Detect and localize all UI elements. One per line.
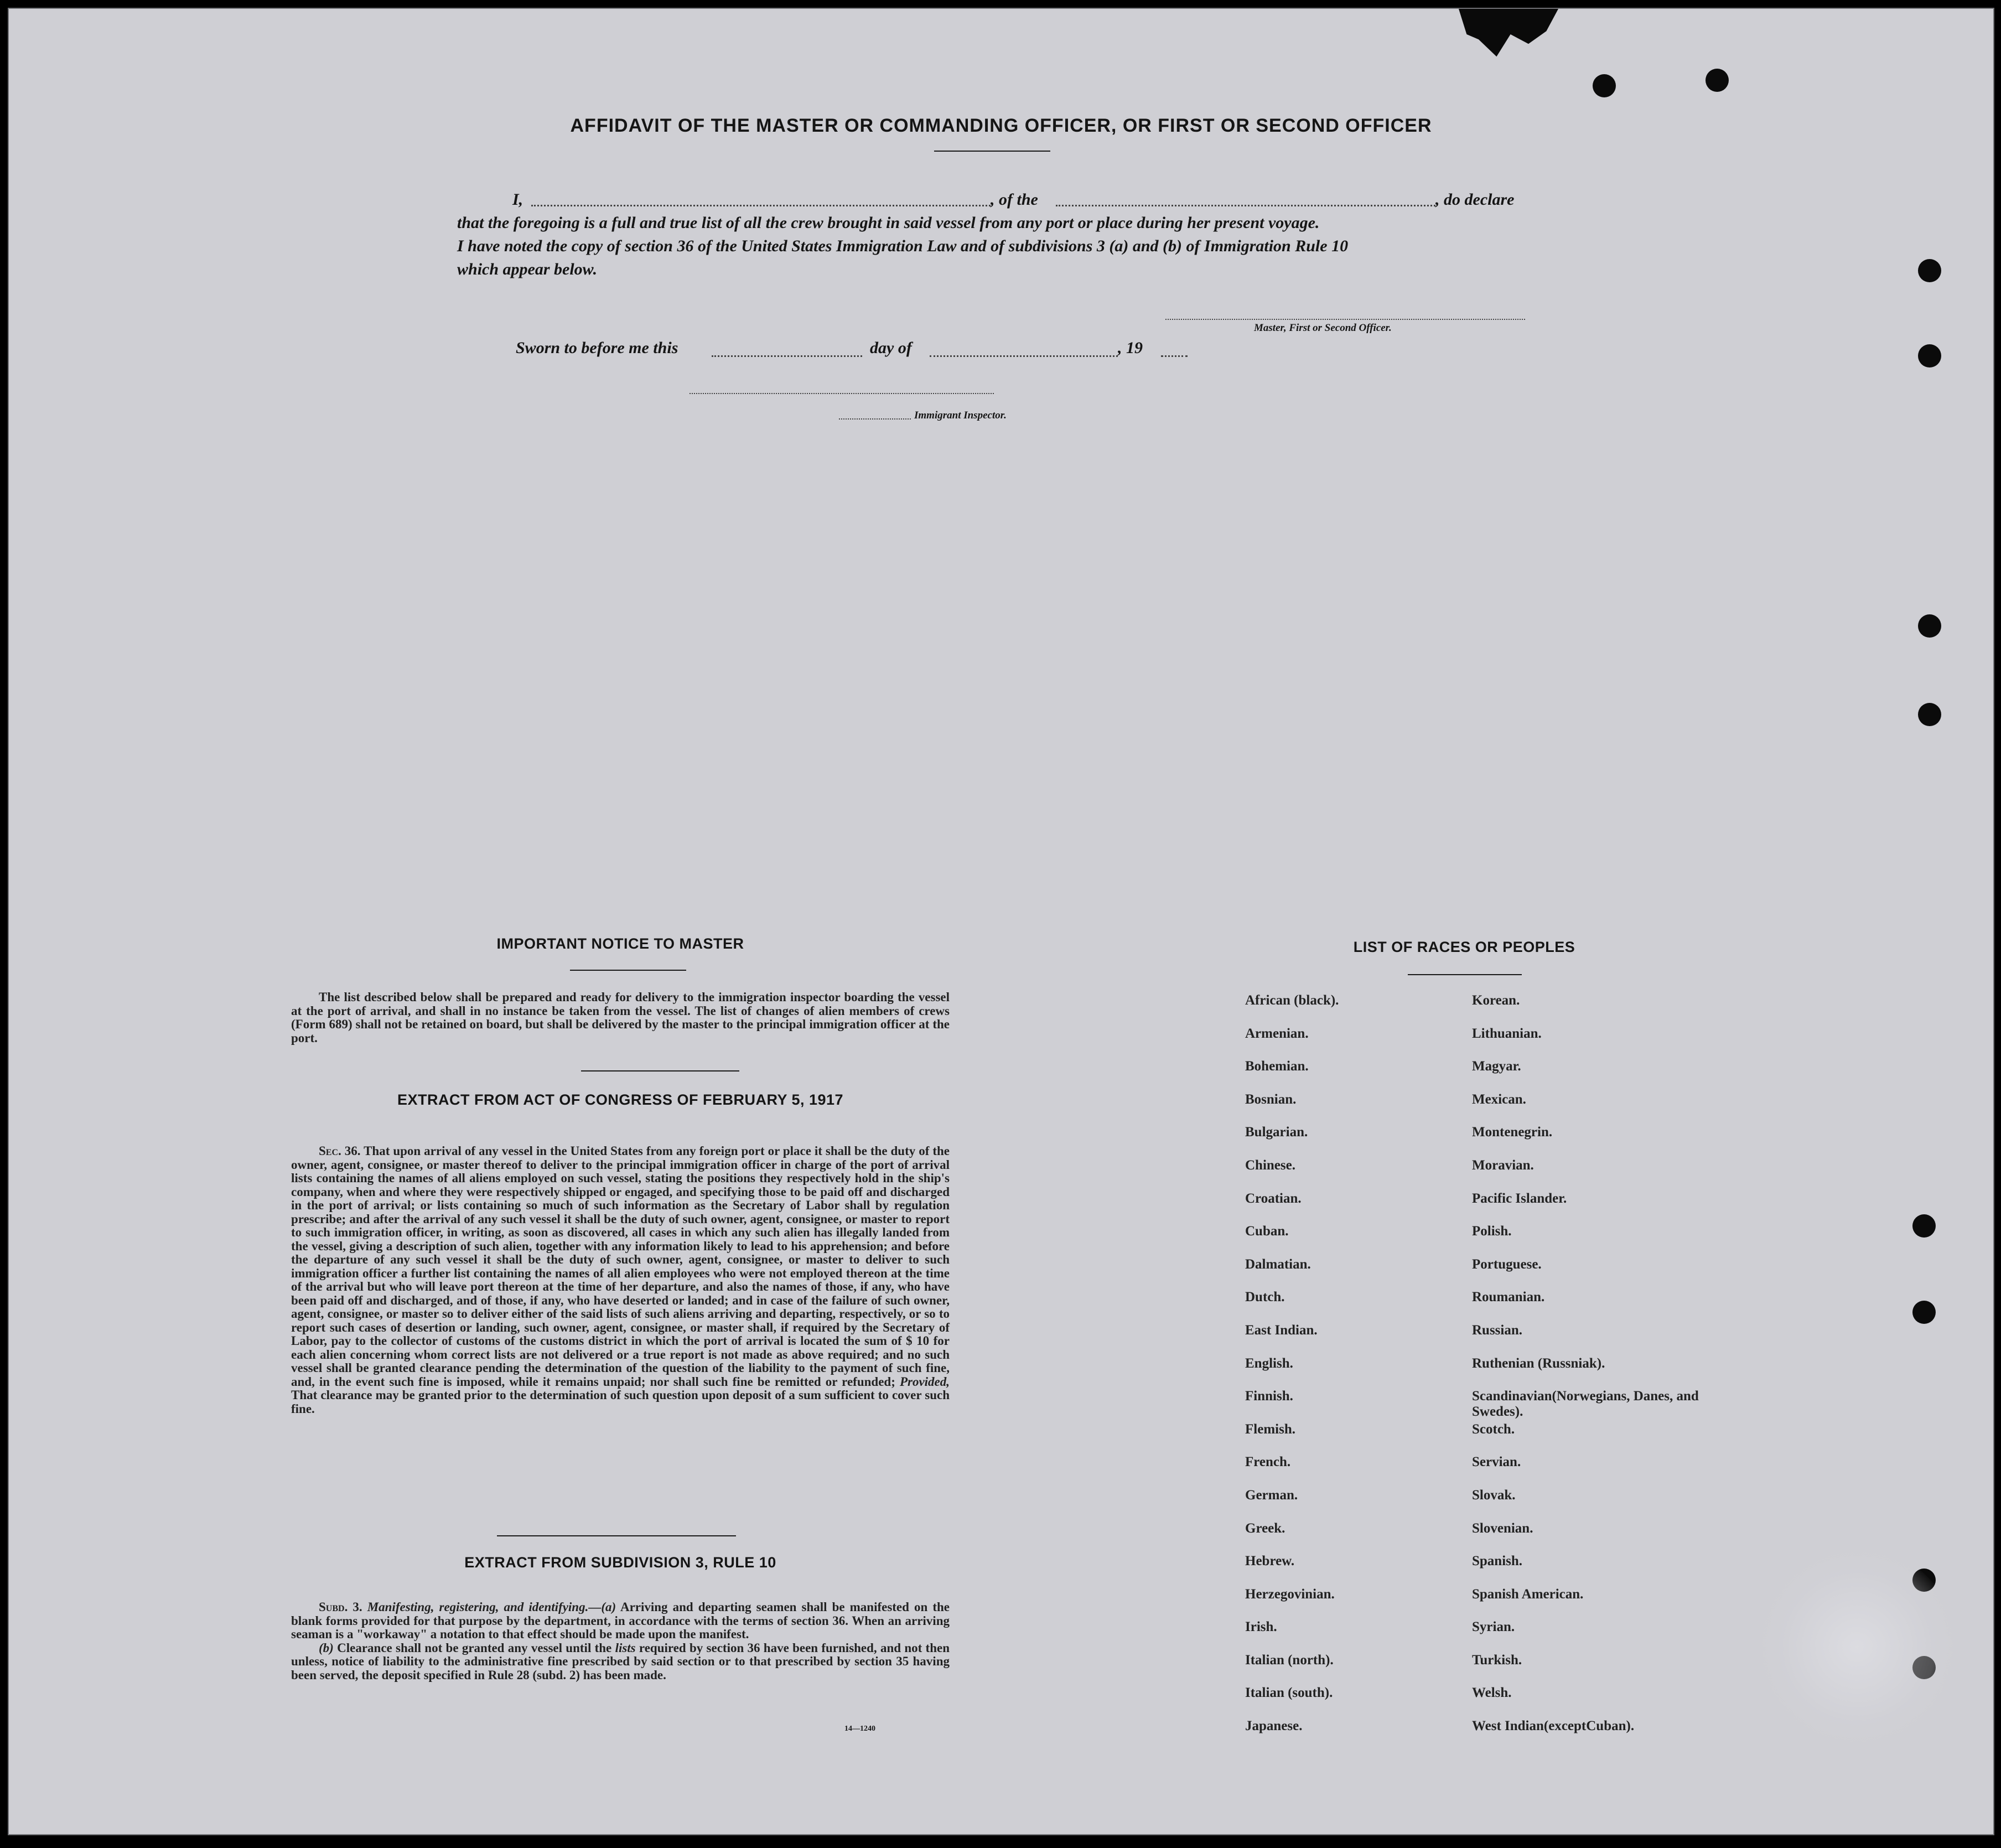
i-label: I, [512, 190, 523, 209]
notice-body [291, 991, 950, 1045]
subd-label: Subd. 3. [319, 1600, 362, 1614]
race-item: German. [1245, 1487, 1298, 1503]
rule-extract-title: EXTRACT FROM SUBDIVISION 3, RULE 10 [464, 1554, 776, 1571]
act-extract-text [291, 1145, 950, 1416]
notice-underline [570, 970, 686, 971]
race-item: French. [1245, 1454, 1291, 1470]
act-divider [497, 1535, 736, 1536]
race-item: Syrian. [1472, 1619, 1515, 1635]
race-item: Italian (south). [1245, 1685, 1333, 1701]
race-item: Irish. [1245, 1619, 1277, 1635]
punch-hole-icon [1912, 1214, 1936, 1238]
race-item: Armenian. [1245, 1026, 1309, 1041]
embossed-seal [1758, 1547, 1957, 1747]
punch-hole-icon [1918, 614, 1941, 638]
races-right-column [1472, 993, 1710, 1752]
sworn-day-line [712, 355, 862, 357]
of-the-label: , of the [991, 190, 1038, 209]
punch-hole-icon [1705, 69, 1729, 92]
race-item: Bulgarian. [1245, 1125, 1308, 1140]
race-item: Japanese. [1245, 1718, 1303, 1734]
race-item: Ruthenian (Russniak). [1472, 1355, 1605, 1371]
lists-word: lists [615, 1640, 636, 1655]
races-title: LIST OF RACES OR PEOPLES [1353, 939, 1575, 955]
title-underline [934, 151, 1050, 152]
races-left-column [1245, 993, 1478, 1752]
sworn-year-line [1161, 355, 1188, 357]
race-item: Roumanian. [1472, 1290, 1545, 1305]
race-item: Finnish. [1245, 1389, 1293, 1404]
race-item: Dalmatian. [1245, 1256, 1311, 1272]
race-item: Herzegovinian. [1245, 1586, 1335, 1602]
race-item: Greek. [1245, 1520, 1285, 1536]
race-item: Scandinavian(Norwegians, Danes, and Swedes). [1472, 1389, 1699, 1420]
races-underline [1408, 974, 1522, 975]
race-item: Dutch. [1245, 1290, 1285, 1305]
document-page [8, 8, 1994, 1835]
race-item: Pacific Islander. [1472, 1190, 1567, 1206]
year-label: , 19 [1118, 339, 1143, 357]
affidavit-title: AFFIDAVIT OF THE MASTER OR COMMANDING OFFICER, OR FIRST OR SECOND OFFICER [570, 115, 1432, 136]
rule-extract-text-b [291, 1642, 950, 1683]
race-item: Korean. [1472, 993, 1520, 1008]
declaration-line-4: which appear below. [457, 260, 598, 278]
notice-divider [581, 1070, 739, 1071]
race-item: Lithuanian. [1472, 1026, 1542, 1041]
race-item: Montenegrin. [1472, 1125, 1553, 1140]
act-extract-body [291, 1145, 950, 1416]
notice-text: The list described below shall be prepared and ready for delivery to the immigration inspector boarding the vessel at the port of arrival, and shall in no instance be taken from the vessel. The list of changes of alien members of crews (Form 689) shall not be retained on board, but shall be delivered by the master to the principal immigration officer at the port. [291, 990, 950, 1045]
punch-hole-icon [1593, 74, 1616, 97]
race-item: Welsh. [1472, 1685, 1512, 1701]
act-extract-title: EXTRACT FROM ACT OF CONGRESS OF FEBRUARY 5, 1917 [397, 1091, 844, 1108]
provided-label: Provided, [899, 1374, 950, 1389]
race-item: East Indian. [1245, 1322, 1318, 1338]
sworn-label: Sworn to before me this [516, 339, 678, 357]
race-item: Flemish. [1245, 1421, 1295, 1437]
sec-36-text-end: That clearance may be granted prior to the determination of such question upon deposit of a sum sufficient to cover such fine. [291, 1388, 950, 1416]
rule-b-label: (b) [319, 1640, 334, 1655]
vessel-field-line [1056, 205, 1435, 206]
race-item: Bohemian. [1245, 1059, 1309, 1074]
sec-label: Sec. 36. [319, 1144, 361, 1158]
rule-text-b1: Clearance shall not be granted any vessel until the [337, 1640, 612, 1655]
torn-corner [1459, 9, 1558, 73]
declaration-line-3: I have noted the copy of section 36 of the United States Immigration Law and of subdivisions 3 (a) and (b) of Immigration Rule 10 [457, 237, 1349, 255]
day-of-label: day of [870, 339, 912, 357]
punch-hole-icon [1918, 703, 1941, 726]
inspector-prefix-line [839, 418, 911, 420]
rule-extract-body [291, 1601, 950, 1682]
act-extract-section [291, 1091, 950, 1109]
race-item: Spanish American. [1472, 1586, 1584, 1602]
race-item: Spanish. [1472, 1554, 1523, 1569]
sec-36-text: That upon arrival of any vessel in the United States from any foreign port or place it shall be the duty of the owner, agent, consignee, or master thereof to deliver to the principal immigration officer in charge of the port of arrival lists containing the names of all aliens employed on such vessel, stating the positions they respectively hold in the ship's company, when and where they were respectively shipped or engaged, and specifying those to be paid off and discharged in the port of arrival; or lists containing so much of such information as the Secretary of Labor shall by regulation prescribe; and after the arrival of any such vessel it shall be the duty of such owner, agent, consignee, or master to report to such immigration officer, in writing, as soon as discovered, all cases in which any such alien has illegally landed from the vessel, giving a description of such alien, together with any information likely to lead to his apprehension; and before the departure of any such vessel it shall be the duty of such owner, agent, consignee, or master to deliver to such immigration officer a further list containing the names of all alien employees who were not employed thereon at the time of the arrival but who will leave port thereon at the time of her departure, and also the names of those, if any, who have been paid off and discharged, and of those, if any, who have deserted or landed; and in case of the failure of such owner, agent, consignee, or master so to deliver either of the said lists of such aliens arriving and departing, respectively, or so to report such cases of desertion or landing, such owner, agent, consignee, or master shall, if required by the Secretary of Labor, pay to the collector of customs of the customs district in which the port of arrival is located the sum of $ 10 for each alien concerning whom correct lists are not delivered or a true report is not made as above required; and no such vessel shall be granted clearance pending the determination of the question of the liability to the payment of such fine, and, in the event such fine is imposed, while it remains unpaid; nor shall such fine be remitted or refunded; [291, 1144, 950, 1389]
race-item: Chinese. [1245, 1157, 1295, 1173]
punch-hole-icon [1918, 259, 1941, 282]
form-number: 14—1240 [844, 1725, 875, 1733]
race-item: Slovenian. [1472, 1520, 1533, 1536]
rule-text-b2: required by section 36 have been furnished, and not then unless, notice of liability to the administrative fine prescribed by said section or to that prescribed by section 35 having been served, the deposit specified in Rule 28 (subd. 2) has been made. [291, 1640, 950, 1682]
notice-section [291, 935, 950, 953]
race-item: Slovak. [1472, 1487, 1516, 1503]
rule-extract-text-a [291, 1601, 950, 1642]
inspector-label: Immigrant Inspector. [914, 410, 1007, 421]
rule-extract-section [291, 1554, 950, 1571]
race-item: Russian. [1472, 1322, 1523, 1338]
declaration-line-2: that the foregoing is a full and true list of all the crew brought in said vessel from any port or place during her present voyage. [457, 214, 1320, 232]
punch-hole-icon [1912, 1301, 1936, 1324]
race-item: Mexican. [1472, 1091, 1526, 1107]
sworn-month-line [930, 355, 1118, 357]
race-item: Moravian. [1472, 1157, 1534, 1173]
do-declare-label: , do declare [1435, 190, 1515, 209]
master-signature-line [1165, 319, 1525, 320]
punch-hole-icon [1918, 344, 1941, 367]
race-item: Polish. [1472, 1224, 1512, 1239]
name-field-line [531, 205, 991, 206]
race-item: Turkish. [1472, 1652, 1522, 1668]
rule-text-a: Arriving and departing seamen shall be manifested on the blank forms provided for that purpose by the department, in accordance with the terms of section 36. When an arriving seaman is a "workaway" a notation to that effect should be made upon the manifest. [291, 1600, 950, 1641]
race-item: Scotch. [1472, 1421, 1515, 1437]
race-item: Croatian. [1245, 1190, 1302, 1206]
notice-title: IMPORTANT NOTICE TO MASTER [496, 935, 744, 952]
race-item: Portuguese. [1472, 1256, 1542, 1272]
race-item: Bosnian. [1245, 1091, 1297, 1107]
race-item: Magyar. [1472, 1059, 1521, 1074]
race-item: Servian. [1472, 1454, 1521, 1470]
race-item: Cuban. [1245, 1224, 1289, 1239]
race-item: Hebrew. [1245, 1554, 1295, 1569]
race-item: English. [1245, 1355, 1293, 1371]
race-item: West Indian(exceptCuban). [1472, 1718, 1635, 1734]
master-signature-label: Master, First or Second Officer. [1254, 322, 1392, 334]
race-item: Italian (north). [1245, 1652, 1334, 1668]
inspector-signature-line [690, 393, 994, 394]
rule-heading: Manifesting, registering, and identifying.—(a) [367, 1600, 616, 1614]
race-item: African (black). [1245, 993, 1339, 1008]
